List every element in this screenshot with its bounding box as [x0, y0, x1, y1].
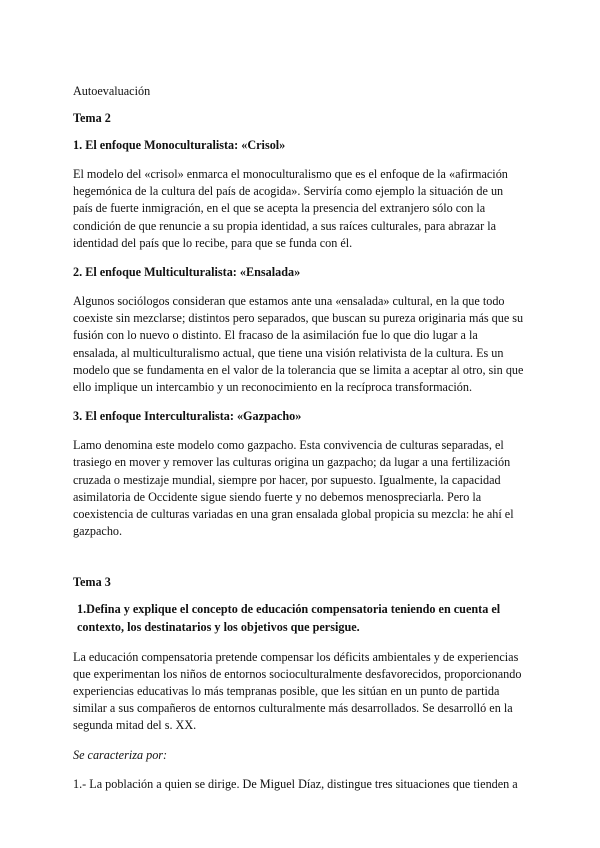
paragraph-educacion-compensatoria: La educación compensatoria pretende compensar los déficits ambientales y de experiencias que experimentan los niños de entornos socioculturalmente desfavorecidos, proporcionando experiencias educativas lo más tempranas posible, que les sitúan en un punto de partida similar a sus compañeros de entornos culturalmente más desarrollados. Se desarrolló en la segunda mitad del s. XX. — [73, 649, 522, 733]
paragraph-ensalada: Algunos sociólogos consideran que estamos ante una «ensalada» cultural, en la que todo coexiste sin mezclarse; distintos pero separados, que buscan su pureza originaria más que su fusión con lo nuevo o distinto. El fracaso de la asimilación fue lo que dio lugar a la ensalada, al multiculturalismo actual, que tiene una visión relativista de la cultura. Es un modelo que se fundamenta en el valor de la tolerancia que se limita a aceptar al otro, sin que ello implique un intercambio y un reconocimiento en la recíproca transformación. — [73, 294, 524, 395]
section-title-tema-2: Tema 2 — [73, 111, 111, 125]
paragraph-poblacion: 1.- La población a quien se dirige. De Miguel Díaz, distingue tres situaciones que tienden a — [73, 776, 518, 791]
paragraph-crisol: El modelo del «crisol» enmarca el monoculturalismo que es el enfoque de la «afirmación hegemónica de la cultura del país de acogida». Serviría como ejemplo la situación de un país de fuerte inmigración, en el que se acepta la presencia del extranjero sólo con la condición de que renuncie a su propia identidad, a sus raíces culturales, para abrazar la identidad del país que lo recibe, para que se funda con él. — [73, 167, 508, 250]
section-title-tema-3: Tema 3 — [73, 575, 111, 590]
question-heading: 1.Defina y explique el concepto de educación compensatoria teniendo en cuenta el contexto, los destinatarios y los objetivos que persigue. — [77, 602, 501, 635]
spacer — [73, 552, 524, 574]
top-label: Autoevaluación — [73, 84, 151, 98]
paragraph-gazpacho: Lamo denomina este modelo como gazpacho. Esta convivencia de culturas separadas, el trasiego en mover y remover las culturas origina un gazpacho; da lugar a una fertilización cruzada o mestizaje mundial, siempre por hacer, por supuesto. Igualmente, la capacidad asimilatoria de Occidente sigue siendo fuerte y no debemos menospreciarla. Pero la coexistencia de culturas variadas en una gran ensalada global propicia su mezcla: he ahí el gazpacho. — [73, 438, 514, 539]
subheading-caracteriza: Se caracteriza por: — [73, 747, 168, 762]
heading-multiculturalista: 2. El enfoque Multiculturalista: «Ensalada» — [73, 265, 301, 280]
heading-interculturalista: 3. El enfoque Interculturalista: «Gazpacho» — [73, 409, 302, 424]
heading-monoculturalista: 1. El enfoque Monoculturalista: «Crisol» — [73, 138, 286, 152]
